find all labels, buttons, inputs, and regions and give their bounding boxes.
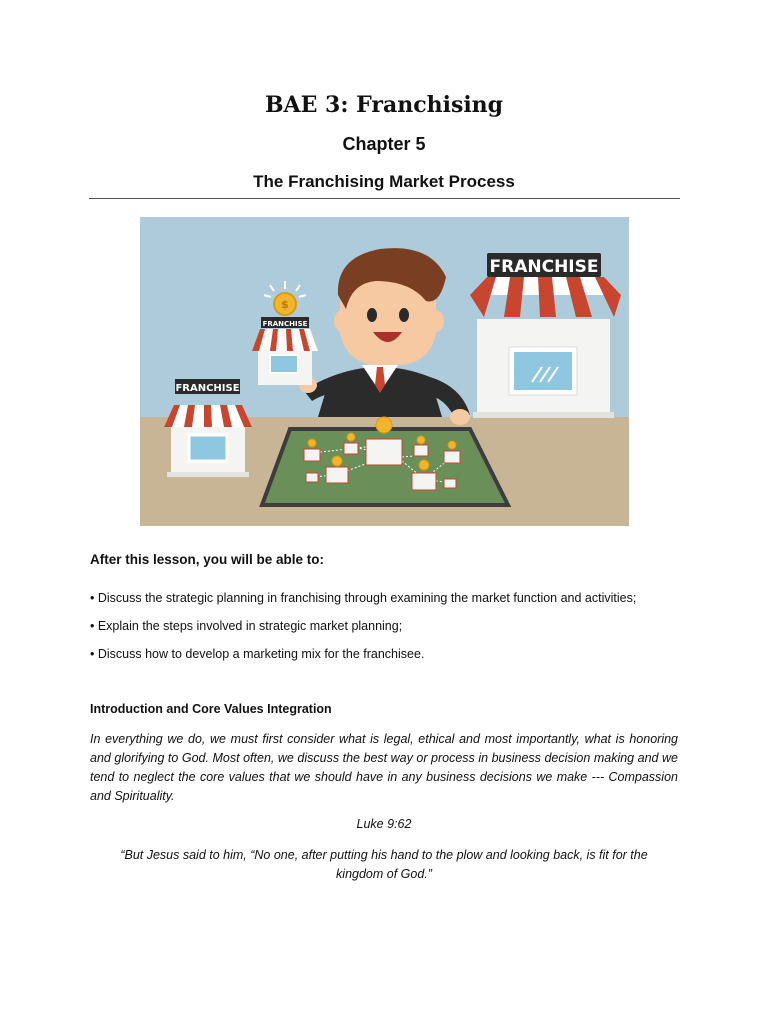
- small-franchise-store: [164, 379, 252, 477]
- objective-item: • Discuss the strategic planning in franchising through examining the market function and activities;: [90, 591, 637, 605]
- franchise-map-board: [262, 417, 508, 505]
- verse-reference: Luke 9:62: [356, 817, 412, 831]
- chapter-label: Chapter 5: [342, 134, 426, 154]
- objectives-heading: After this lesson, you will be able to:: [90, 552, 325, 567]
- intro-heading: Introduction and Core Values Integration: [90, 702, 332, 716]
- intro-paragraph: In everything we do, we must first consider what is legal, ethical and most importantly, what is honoring and glorifying to God. Most often, we discuss the best way or process in business decision making and we tend to neglect the core values that we should have in any business decisions we make --- Compassion and Spirituality.: [90, 732, 678, 803]
- coin-symbol: $: [281, 298, 289, 311]
- verse-quote: “But Jesus said to him, “No one, after putting his hand to the plow and looking back, is fit for the kingdom of God.”: [120, 848, 648, 881]
- small-franchise-sign: FRANCHISE: [175, 383, 240, 394]
- title-divider: [89, 198, 680, 199]
- big-franchise-sign: FRANCHISE: [489, 257, 599, 277]
- franchise-illustration: [140, 217, 629, 526]
- objectives-list: [90, 589, 690, 673]
- held-franchise-sign: FRANCHISE: [262, 320, 308, 328]
- big-franchise-store: [470, 253, 621, 418]
- objective-item: • Discuss how to develop a marketing mix for the franchisee.: [90, 647, 425, 661]
- chapter-title: The Franchising Market Process: [253, 172, 515, 191]
- document-title: BAE 3: Franchising: [264, 92, 504, 118]
- objective-item: • Explain the steps involved in strategic market planning;: [90, 619, 403, 633]
